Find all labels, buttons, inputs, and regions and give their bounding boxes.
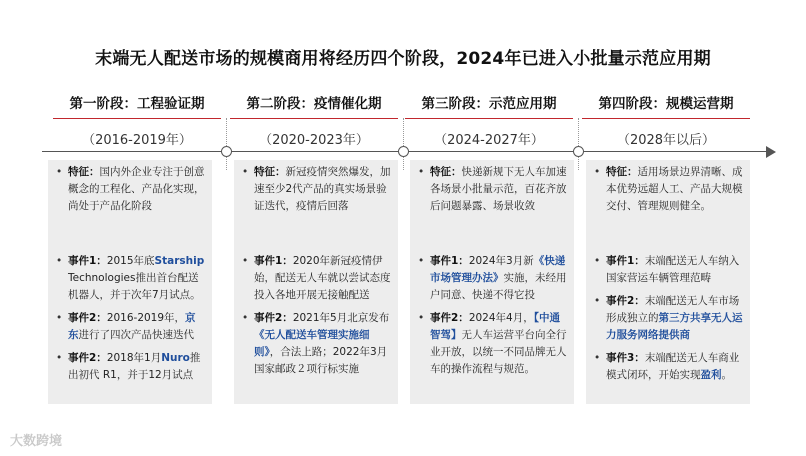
- item-text: 无人车运营平台向全行业开放，以统一不同品牌无人车的操作流程与规范。: [430, 329, 567, 375]
- stage-4-card: [586, 160, 750, 404]
- item-label: 特征：: [606, 166, 638, 178]
- stage-3-period: （2024-2027年）: [434, 133, 544, 148]
- item-text: 末端配送无人车市场形成独立的: [606, 295, 740, 324]
- item-highlight: 第三方共享无人运力服务网络提供商: [606, 312, 743, 341]
- item-highlight: Nuro: [161, 352, 190, 364]
- item-highlight: 《快递市场管理办法》: [430, 255, 566, 284]
- item-label: 事件1：: [254, 255, 293, 267]
- item-text: 末端配送无人车商业模式闭环，开始实现: [606, 352, 740, 381]
- list-item: [56, 164, 206, 215]
- stage-2-name: 第二阶段：疫情催化期: [230, 92, 398, 119]
- page-title: 末端无人配送市场的规模商用将经历四个阶段，2024年已进入小批量示范应用期: [95, 49, 711, 69]
- item-text: Technologies推出首台配送机器人，并于次年7月试点。: [68, 272, 201, 301]
- item-text: 2018年1月: [106, 352, 162, 364]
- stage-divider: [403, 118, 404, 170]
- item-text: 。: [721, 369, 732, 381]
- item-text: 推出初代 R1，并于12月试点: [68, 352, 201, 381]
- item-text: 2020年新冠疫情伊始，配送无人车就以尝试态度投入各地开展无接触配送: [254, 255, 391, 301]
- list-item: [418, 164, 568, 215]
- item-label: 事件1：: [430, 255, 469, 267]
- item-highlight: 【中通智驾】: [430, 312, 560, 341]
- item-text: 2016-2019年，: [106, 312, 186, 324]
- list-item: [594, 293, 744, 344]
- stage-4-period: （2028年以后）: [616, 133, 716, 148]
- stage-4-header: [576, 92, 756, 148]
- list-item: [594, 253, 744, 287]
- stage-1-period: （2016-2019年）: [82, 133, 192, 148]
- item-label: 事件2：: [606, 295, 645, 307]
- item-highlight: Starship: [154, 255, 205, 267]
- stage-1-header: [47, 92, 227, 148]
- item-highlight: 盈利: [700, 369, 722, 381]
- item-highlight: 京东: [68, 312, 196, 341]
- item-text: 末端配送无人车纳入国家营运车辆管理范畴: [606, 255, 740, 284]
- stage-3-card: [410, 160, 574, 404]
- timeline-node: [221, 146, 232, 157]
- item-label: 事件2：: [68, 352, 107, 364]
- list-item: [594, 164, 744, 215]
- stage-2-header: [224, 92, 404, 148]
- item-text: 2015年底: [106, 255, 155, 267]
- item-text: 快递新规下无人车加速各场景小批量示范，百花齐放后问题暴露、场景收敛: [430, 166, 567, 212]
- item-label: 特征：: [430, 166, 462, 178]
- item-text: 2024年4月，: [468, 312, 534, 324]
- item-label: 事件2：: [254, 312, 293, 324]
- stage-divider: [226, 118, 227, 170]
- stage-3-name: 第三阶段：示范应用期: [405, 92, 573, 119]
- item-text: 实施，未经用户同意、快递不得它投: [430, 272, 567, 301]
- timeline-arrow-icon: [766, 146, 776, 158]
- list-item: [594, 350, 744, 384]
- item-text: 适用场景边界清晰、成本优势远超人工、产品大规模交付、管理规则健全。: [606, 166, 743, 212]
- list-item: [56, 310, 206, 344]
- item-text: ，合法上路；2022年3月国家邮政２项行标实施: [254, 346, 388, 375]
- item-text: 进行了四次产品快速迭代: [78, 329, 194, 341]
- item-label: 事件3：: [606, 352, 645, 364]
- list-item: [56, 350, 206, 384]
- item-label: 特征：: [68, 166, 100, 178]
- watermark-logo: 大数跨境: [10, 434, 63, 449]
- stage-2-card: [234, 160, 398, 404]
- list-item: [418, 310, 568, 378]
- stage-2-period: （2020-2023年）: [259, 133, 369, 148]
- list-item: [242, 253, 392, 304]
- timeline-node: [573, 146, 584, 157]
- item-text: 2021年5月北京发布: [292, 312, 390, 324]
- item-label: 事件1：: [606, 255, 645, 267]
- list-item: [242, 310, 392, 378]
- item-highlight: 《无人配送车管理实施细则》: [254, 329, 370, 358]
- timeline-node: [398, 146, 409, 157]
- item-label: 事件1：: [68, 255, 107, 267]
- item-text: 2024年3月新: [468, 255, 534, 267]
- list-item: [56, 253, 206, 304]
- stage-1-card: [48, 160, 212, 404]
- item-label: 事件2：: [430, 312, 469, 324]
- list-item: [242, 164, 392, 215]
- item-text: 国内外企业专注于创意概念的工程化、产品化实现，尚处于产品化阶段: [68, 166, 205, 212]
- list-item: [418, 253, 568, 304]
- stage-divider: [578, 118, 579, 170]
- item-text: 新冠疫情突然爆发，加速至少2代产品的真实场景验证迭代，疫情后回落: [254, 166, 391, 212]
- stage-3-header: [399, 92, 579, 148]
- item-label: 特征：: [254, 166, 286, 178]
- item-label: 事件2：: [68, 312, 107, 324]
- stage-1-name: 第一阶段：工程验证期: [53, 92, 221, 119]
- stage-4-name: 第四阶段：规模运营期: [582, 92, 750, 119]
